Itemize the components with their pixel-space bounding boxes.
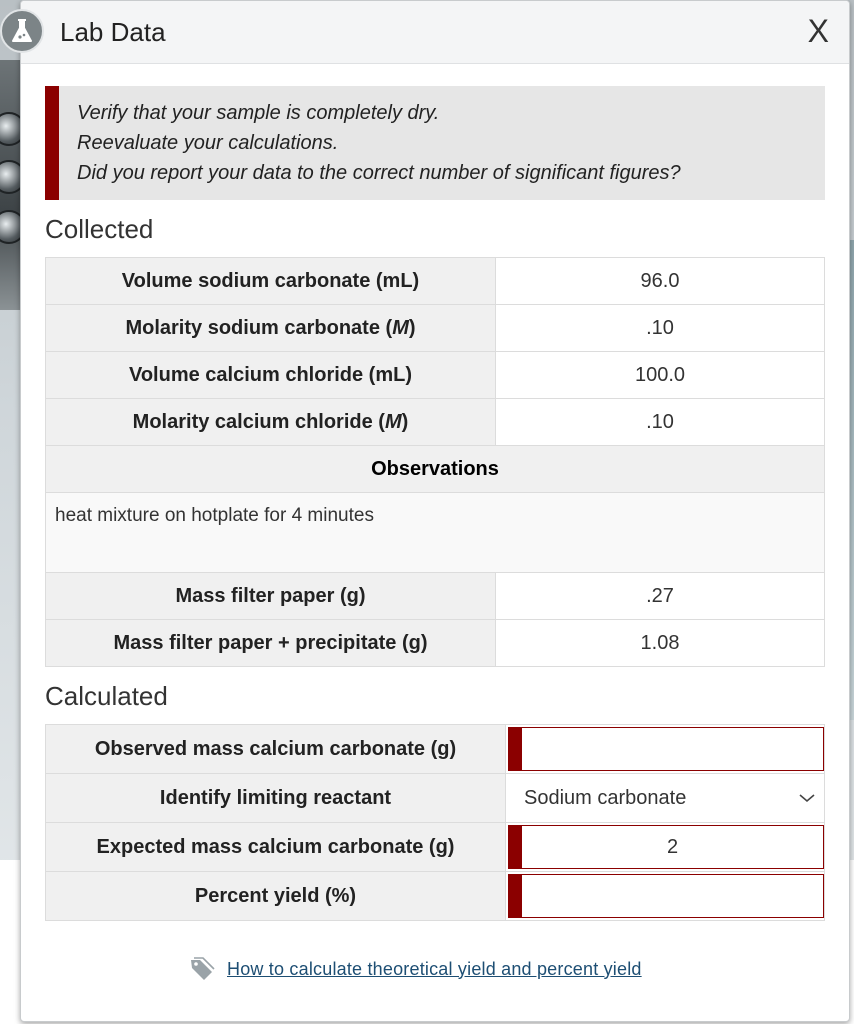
row-label: Volume sodium carbonate (mL): [46, 258, 496, 305]
row-label: Percent yield (%): [46, 872, 506, 921]
label-text: ): [401, 410, 409, 433]
row-label: Identify limiting reactant: [46, 774, 506, 823]
row-label: Mass filter paper + precipitate (g): [46, 620, 496, 667]
table-row: [46, 620, 825, 667]
row-value: 96.0: [496, 258, 825, 305]
calculated-table: [45, 724, 825, 921]
table-row: [46, 446, 825, 493]
row-value: .10: [496, 399, 825, 446]
row-value: 1.08: [496, 620, 825, 667]
table-row: [46, 305, 825, 352]
label-text: Molarity sodium carbonate (: [125, 316, 393, 339]
row-label: Expected mass calcium carbonate (g): [46, 823, 506, 872]
collected-heading: Collected: [45, 214, 154, 244]
alert-line: Verify that your sample is completely dry.: [77, 102, 440, 124]
flask-icon: [0, 9, 44, 53]
table-row: [46, 774, 825, 823]
warning-alert: [45, 86, 825, 200]
help-link[interactable]: How to calculate theoretical yield and percent yield: [227, 958, 642, 979]
table-row: [46, 573, 825, 620]
close-button[interactable]: X: [807, 13, 829, 49]
table-row: [46, 725, 825, 774]
table-row: [46, 823, 825, 872]
calculated-heading: Calculated: [45, 681, 168, 711]
row-label: Mass filter paper (g): [46, 573, 496, 620]
row-label: Observed mass calcium carbonate (g): [46, 725, 506, 774]
molarity-unit: M: [384, 410, 402, 433]
observations-text: heat mixture on hotplate for 4 minutes: [46, 493, 825, 573]
observed-mass-input[interactable]: [508, 727, 824, 771]
dialog-titlebar: [21, 1, 849, 64]
row-label: [46, 399, 496, 446]
percent-yield-input[interactable]: [508, 874, 824, 918]
alert-line: Reevaluate your calculations.: [77, 132, 339, 154]
help-link-row: [189, 956, 642, 982]
row-value-cell: [506, 823, 825, 872]
row-value-cell: [506, 774, 825, 823]
tag-icon: [189, 956, 215, 982]
row-label: Volume calcium chloride (mL): [46, 352, 496, 399]
dialog-title: Lab Data: [60, 17, 166, 47]
molarity-unit: M: [392, 316, 409, 339]
limiting-reactant-select[interactable]: [506, 774, 824, 822]
row-value: 100.0: [496, 352, 825, 399]
dialog-content: [45, 86, 825, 921]
row-value: .10: [496, 305, 825, 352]
collected-table: [45, 257, 825, 667]
row-value: .27: [496, 573, 825, 620]
observations-heading: Observations: [46, 446, 825, 493]
label-text: ): [408, 316, 416, 339]
label-text: Molarity calcium chloride (: [132, 410, 385, 433]
table-row: [46, 352, 825, 399]
selected-value: Sodium carbonate: [524, 786, 687, 809]
row-label: [46, 305, 496, 352]
alert-line: Did you report your data to the correct number of significant figures?: [77, 162, 681, 184]
table-row: [46, 493, 825, 573]
expected-mass-input[interactable]: 2: [508, 825, 824, 869]
lab-data-dialog: [20, 0, 850, 1022]
chevron-down-icon: [798, 792, 816, 804]
row-value-cell: [506, 872, 825, 921]
table-row: [46, 872, 825, 921]
table-row: [46, 258, 825, 305]
table-row: [46, 399, 825, 446]
row-value-cell: [506, 725, 825, 774]
